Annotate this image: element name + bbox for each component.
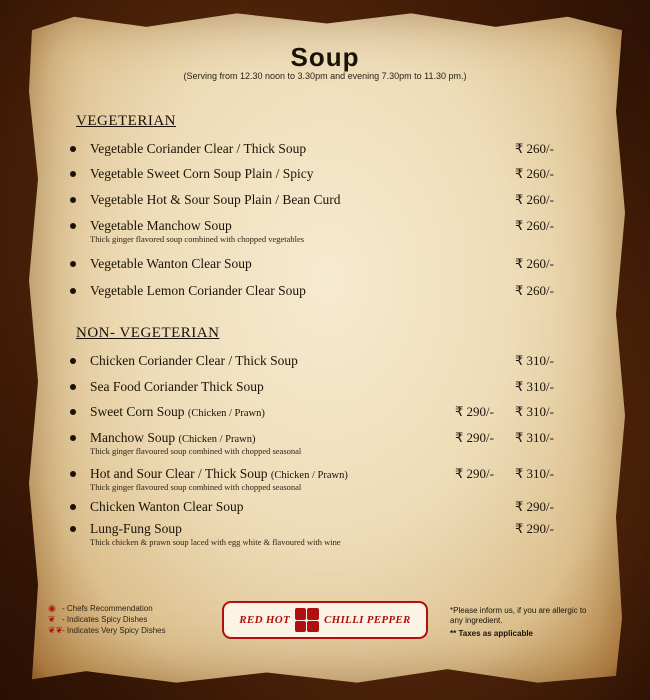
item-name: Vegetable Coriander Clear / Thick Soup xyxy=(90,141,307,156)
bullet-icon xyxy=(70,526,76,532)
legend-text: - Indicates Very Spicy Dishes xyxy=(62,626,166,635)
item-name-text: Manchow Soup xyxy=(90,430,176,445)
item-price: ₹ 260/- xyxy=(515,283,554,298)
item-price: ₹ 310/- xyxy=(515,466,554,481)
item-description: Thick ginger flavored soup combined with chopped vegetables xyxy=(90,234,305,244)
bullet-icon xyxy=(70,504,76,510)
section-heading-nonveg: NON- VEGETERIAN xyxy=(76,325,220,341)
logo-text-left: RED HOT xyxy=(239,614,290,626)
item-name xyxy=(90,430,255,446)
chinese-seal-icon xyxy=(295,608,319,632)
item-price: ₹ 310/- xyxy=(515,430,554,445)
item-price: ₹ 310/- xyxy=(515,404,554,419)
bullet-icon xyxy=(70,197,76,203)
bullet-icon xyxy=(70,261,76,267)
item-price-chicken: ₹ 290/- xyxy=(455,430,494,445)
item-price-chicken: ₹ 290/- xyxy=(455,404,494,419)
bullet-icon xyxy=(70,171,76,177)
bullet-icon xyxy=(70,358,76,364)
legend-text: - Chefs Recommendation xyxy=(62,604,153,613)
item-price: ₹ 310/- xyxy=(515,379,554,394)
bullet-icon xyxy=(70,146,76,152)
chilli-icon: ❦ xyxy=(48,614,56,624)
item-price: ₹ 290/- xyxy=(515,499,554,514)
double-chilli-icon: ❦❦ xyxy=(48,625,64,635)
item-name xyxy=(90,466,348,482)
item-variant: (Chicken / Prawn) xyxy=(270,470,348,481)
footnotes xyxy=(450,606,600,639)
allergy-note: *Please inform us, if you are allergic to any ingredient. xyxy=(450,606,587,625)
logo-text-right: CHILLI PEPPER xyxy=(323,614,411,626)
section-heading-veg: VEGETERIAN xyxy=(76,113,176,129)
item-name: Chicken Wanton Clear Soup xyxy=(90,499,244,514)
item-price: ₹ 260/- xyxy=(515,256,554,271)
page-title: Soup xyxy=(290,42,360,72)
item-name: Vegetable Wanton Clear Soup xyxy=(90,256,252,271)
item-description: Thick chicken & prawn soup laced with egg white & flavoured with wine xyxy=(90,537,341,547)
parchment-background xyxy=(26,10,628,686)
item-name: Vegetable Hot & Sour Soup Plain / Bean Curd xyxy=(90,192,341,207)
bullet-icon xyxy=(70,409,76,415)
item-price: ₹ 260/- xyxy=(515,192,554,207)
item-description: Thick ginger flavoured soup combined with chopped seasonal xyxy=(90,482,302,492)
legend-row xyxy=(48,614,166,625)
chef-hat-icon: ◉ xyxy=(48,603,56,613)
bullet-icon xyxy=(70,223,76,229)
bullet-icon xyxy=(70,288,76,294)
item-name-text: Sweet Corn Soup xyxy=(90,404,185,419)
item-price-chicken: ₹ 290/- xyxy=(455,466,494,481)
item-price: ₹ 260/- xyxy=(515,166,554,181)
legend xyxy=(48,603,166,636)
item-variant: (Chicken / Prawn) xyxy=(178,434,256,445)
item-price: ₹ 310/- xyxy=(515,353,554,368)
item-price: ₹ 260/- xyxy=(515,141,554,156)
serving-hours: (Serving from 12.30 noon to 3.30pm and evening 7.30pm to 11.30 pm.) xyxy=(183,71,467,81)
red-hot-chilli-pepper-logo xyxy=(222,601,428,639)
item-price: ₹ 260/- xyxy=(515,218,554,233)
bullet-icon xyxy=(70,384,76,390)
bullet-icon xyxy=(70,471,76,477)
item-price: ₹ 290/- xyxy=(515,521,554,536)
item-name: Lung-Fung Soup xyxy=(90,521,182,536)
item-name: Vegetable Manchow Soup xyxy=(90,218,232,233)
item-name: Sea Food Coriander Thick Soup xyxy=(90,379,264,394)
legend-row xyxy=(48,603,166,614)
item-name: Vegetable Sweet Corn Soup Plain / Spicy xyxy=(90,166,314,181)
item-name-text: Hot and Sour Clear / Thick Soup xyxy=(90,466,268,481)
item-variant: (Chicken / Prawn) xyxy=(187,408,265,419)
legend-row xyxy=(48,625,166,636)
bullet-icon xyxy=(70,435,76,441)
item-description: Thick ginger flavoured soup combined with chopped seasonal xyxy=(90,446,302,456)
item-name: Chicken Coriander Clear / Thick Soup xyxy=(90,353,298,368)
legend-text: - Indicates Spicy Dishes xyxy=(62,615,148,624)
item-name: Vegetable Lemon Coriander Clear Soup xyxy=(90,283,306,298)
item-name xyxy=(90,404,265,420)
tax-note: ** Taxes as applicable xyxy=(450,629,534,638)
